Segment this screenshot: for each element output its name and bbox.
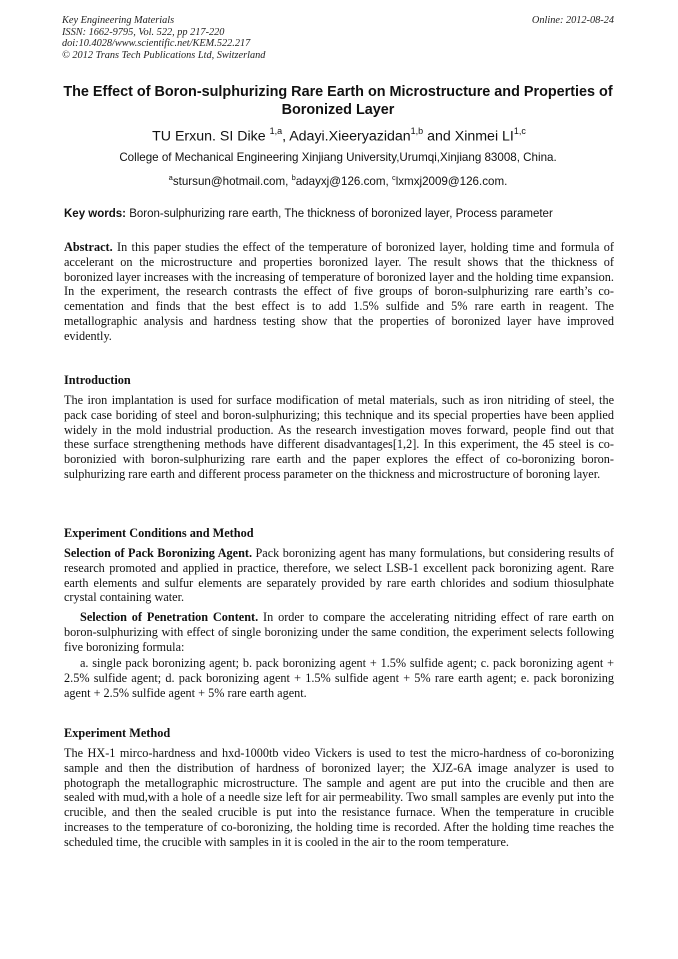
journal-name: Key Engineering Materials: [62, 15, 175, 26]
conditions-paragraph-content: [64, 610, 614, 654]
email-mark: b: [291, 173, 296, 182]
email-mark: a: [168, 173, 173, 182]
author-name: TU Erxun. SI Dike: [152, 128, 270, 145]
paper-title: The Effect of Boron-sulphurizing Rare Earth on Microstructure and Properties of Boronized Layer: [63, 84, 613, 118]
method-paragraph: The HX-1 mirco-hardness and hxd-1000tb video Vickers is used to test the micro-hardness of co-boronizing sample and then the distribution of hardness of boronized layer; the XJZ-6A image analyzer is used to photograph the metallographic microstructure. The sample and agent are put into the crucible and then are sealed with mud,with a hole of a needle size left for air permeability. Two small samples are evenly put into the crucible, and then the sealed crucible is put into the resistance furnace. When the temperature in crucible increases to the temperature of co-boronizing, the holding time is recorded. After the holding time reaches the scheduled time, the crucible with samples in it is cooled in the air to the room temperature.: [64, 746, 614, 849]
paragraph-lead: Selection of Penetration Content.: [80, 610, 259, 624]
email-link[interactable]: stursun@hotmail.com,: [172, 174, 292, 188]
section-heading-conditions: Experiment Conditions and Method: [64, 526, 254, 540]
keywords-text: Boron-sulphurizing rare earth, The thickness of boronized layer, Process parameter: [126, 208, 553, 220]
conditions-formula-list: a. single pack boronizing agent; b. pack boronizing agent + 1.5% sulfide agent; c. pack boronizing agent + 2.5% sulfide agent; d. pack boronizing agent + 1.5% sulfide agent + 5% rare earth agent; e. pack boronizing agent + 2.5% sulfide agent + 5% rare earth agent.: [64, 656, 614, 700]
email-link[interactable]: lxmxj2009@126.com.: [395, 174, 508, 188]
author-name: and Xinmei LI: [423, 128, 514, 145]
author-affiliation-mark: 1,a: [269, 126, 283, 136]
author-list: [40, 123, 638, 146]
email-link[interactable]: adayxj@126.com,: [295, 174, 392, 188]
author-name: , Adayi.Xieeryazidan: [282, 128, 411, 145]
paragraph-lead: Selection of Pack Boronizing Agent.: [64, 546, 253, 560]
author-affiliation-mark: 1,b: [410, 126, 424, 136]
keywords: [64, 207, 616, 221]
paragraph-text: Pack boronizing agent has many formulations, but considering results of research promoted and applied in practice, therefore, we select LSB-1 excellent pack boronizing agent. Rare earth elements and sulfur elements are separately provided by rare earth chlorides and sodium thiosulphate crystal containing water.: [64, 546, 614, 605]
author-affiliation-mark: 1,c: [513, 126, 526, 136]
keywords-label: Key words:: [64, 208, 126, 220]
copyright-line: © 2012 Trans Tech Publications Ltd, Switzerland: [62, 49, 266, 61]
publication-metadata: [62, 15, 265, 61]
section-heading-method: Experiment Method: [64, 726, 171, 740]
email-mark: c: [391, 173, 396, 182]
conditions-paragraph-agent: [64, 546, 614, 605]
abstract-text: In this paper studies the effect of the temperature of boronized layer, holding time and formula of accelerant on the microstructure and properties boronized layer. The result shows that the thickness of boronized layer increases with the increasing of temperature of boronized layer and the holding time expansion. In the experiment, the research contrasts the effect of five groups of boron-sulphurizing rare earth’s co-cementation and finds that the best effect is to add 1.5% sulfide and 5% rare earth in reagent. The metallographic analysis and hardness testing show that the properties of boronized layer have improved evidently.: [64, 240, 614, 343]
online-date: Online: 2012-08-24: [531, 15, 614, 26]
section-heading-introduction: Introduction: [64, 373, 131, 387]
abstract: [64, 240, 614, 344]
issn-line: ISSN: 1662-9795, Vol. 522, pp 217-220: [62, 26, 225, 38]
introduction-paragraph: The iron implantation is used for surface modification of metal materials, such as iron nitriding of steel, the pack case boriding of steel and boron-sulphurizing; this technique and its special properties have been applied widely in the mold industrial production. As the research investigation moves forward, people find out that these surface strengthening methods have different disadvantages[1,2]. In this experiment, the 45 steel is co-boronizied with boron-sulphurizing rare earth and the paper explores the effect of co-boronizing boron-sulphurizing rare earth and different process parameter on the thickness and microstructure of boroning layer.: [64, 393, 614, 481]
author-emails: [62, 171, 614, 189]
abstract-label: Abstract.: [64, 240, 113, 254]
doi-line: doi:10.4028/www.scientific.net/KEM.522.217: [62, 38, 251, 50]
affiliation: College of Mechanical Engineering Xinjiang University,Urumqi,Xinjiang 83008, China.: [119, 151, 557, 164]
paragraph-text: In order to compare the accelerating nitriding effect of rare earth on boron-sulphurizing with effect of single boronizing under the same condition, the experiment selects following five boronizing formula:: [64, 610, 614, 654]
